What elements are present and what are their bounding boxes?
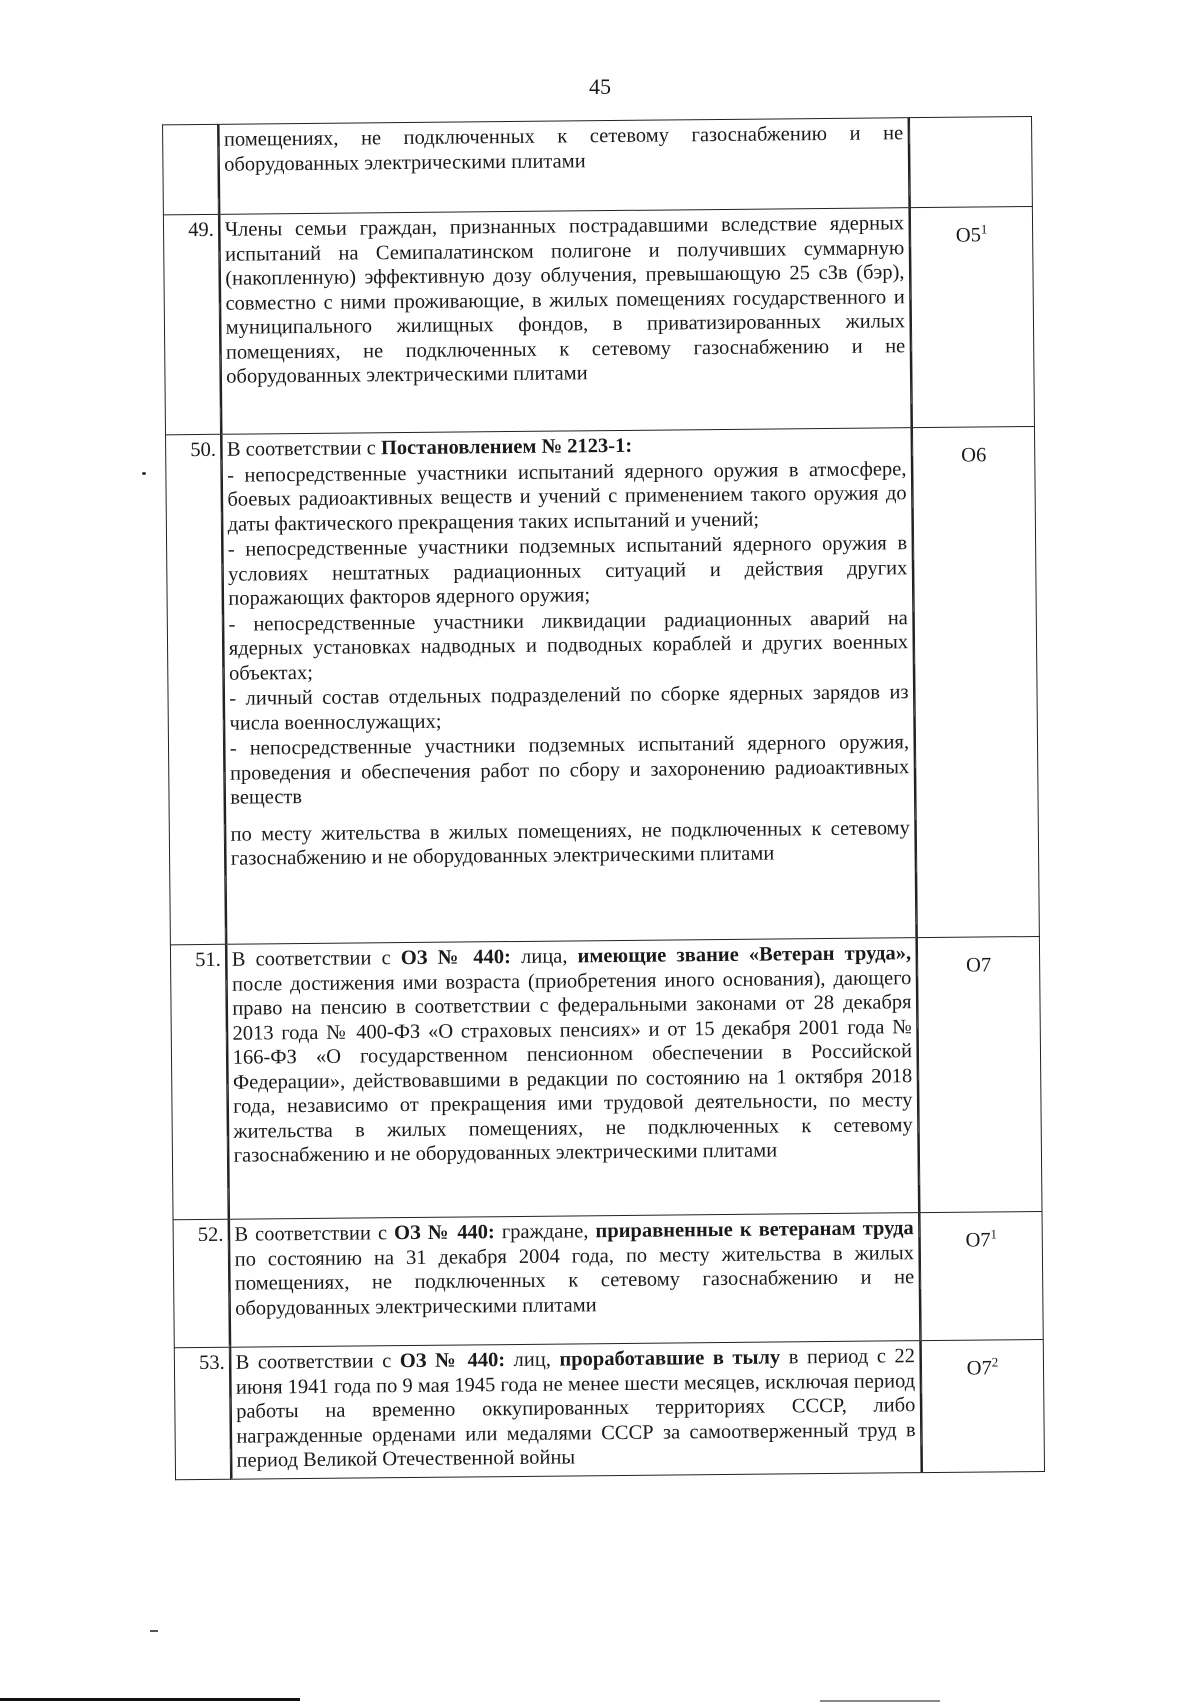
code-superscript: 2 — [991, 1354, 999, 1370]
bold-text: ОЗ № 440: — [400, 946, 512, 970]
text-segment: лиц, — [505, 1348, 560, 1372]
code-text: О7 — [965, 1229, 991, 1252]
text-segment: В соответствии с — [231, 947, 401, 971]
row-description — [217, 117, 910, 214]
list-item — [228, 531, 908, 611]
code-text: О7 — [966, 1357, 992, 1380]
row-number: 52. — [173, 1219, 229, 1348]
row-description — [218, 207, 912, 434]
text-segment: - непосредственные участники подземных испытаний ядерного оружия в условиях нештатных радиационных ситуаций и действия других поражающих факторов ядерного оружия; — [227, 532, 908, 610]
bold-text: имеющие звание «Ветеран труда», — [577, 942, 912, 968]
benefit-code — [920, 1211, 1044, 1340]
paragraph — [236, 1344, 916, 1473]
table-body — [162, 116, 1045, 1480]
text-segment: В соответствии с — [235, 1350, 400, 1374]
paragraph — [225, 211, 906, 389]
row-description — [227, 1212, 920, 1347]
list-item — [228, 606, 908, 686]
row-description — [225, 937, 920, 1219]
text-segment: В соответствии с — [234, 1222, 395, 1246]
text-segment: в период с 22 июня 1941 года по 9 мая 1945 года не менее шести месяцев, исключая период работы на временно оккупированных территориях СССР, либо награжденные орденами или медалями СССР за самоотверженный труд в период Великой Отечественной войны — [235, 1345, 916, 1472]
text-segment: по состоянию на 31 декабря 2004 года, по месту жительства в жилых помещениях, не подключенных к сетевому газоснабжению и не оборудованных электрическими плитами — [234, 1241, 915, 1320]
benefits-table — [162, 116, 1045, 1480]
text-segment: граждане, — [494, 1220, 596, 1244]
benefit-code — [910, 206, 1035, 427]
scan-speck — [150, 1630, 158, 1632]
bold-text: ОЗ № 440: — [393, 1221, 495, 1245]
row-number: 53. — [174, 1347, 230, 1480]
benefit-code — [909, 116, 1033, 207]
benefit-code — [921, 1339, 1045, 1473]
paragraph — [224, 121, 904, 177]
table-row — [173, 1211, 1044, 1347]
bold-text: приравненные к ветеранам труда — [595, 1217, 914, 1243]
text-segment: помещениях, не подключенных к сетевому газоснабжению и не оборудованных электрическими плитами — [223, 122, 904, 176]
text-segment: - непосредственные участники испытаний ядерного оружия в атмосфере, боевых радиоактивных веществ и учений с применением такого оружия до даты фактического прекращения таких испытаний и учений; — [227, 457, 907, 536]
list-item — [229, 680, 909, 736]
code-text: О7 — [966, 954, 992, 977]
bold-text: ОЗ № 440: — [399, 1349, 506, 1373]
text-segment: по месту жительства в жилых помещениях, не подключенных к сетевому газоснабжению и не оборудованных электрическими плитами — [230, 816, 910, 870]
text-segment: после достижения ими возраста (приобретения иного основания), дающего право на пенсию в соответствии с федеральными законами от 28 декабря 2013 года № 400-ФЗ «О страховых пенсиях» и от 15 декабря 2001 года № 166-ФЗ «О государственном пенсионном обеспечении в Российской Федерации», действовавшими в редакции по состоянию на 1 октября 2018 года, независимо от прекращения ими трудовой деятельности, по месту жительства в жилых помещениях, не подключенных к сетевому газоснабжению и не оборудованных электрическими плитами — [231, 966, 913, 1167]
list-item — [227, 457, 907, 537]
list-item — [230, 730, 910, 810]
table-row — [163, 206, 1035, 434]
row-number: 50. — [165, 434, 225, 945]
row-number: 51. — [170, 944, 227, 1220]
row-description — [229, 1340, 923, 1479]
paragraph — [232, 941, 913, 1168]
page-number: 45 — [589, 74, 611, 99]
benefit-code — [912, 426, 1040, 937]
row-number — [162, 124, 218, 215]
row-number: 49. — [163, 214, 220, 435]
bold-text: Постановлением № 2123-1: — [380, 434, 633, 460]
scan-speck — [142, 472, 146, 475]
table-row — [165, 426, 1040, 944]
paragraph — [230, 816, 910, 872]
text-segment: - непосредственные участники ликвидации радиационных аварий на ядерных установках надводных и подводных кораблей и других военных объектах; — [228, 606, 909, 685]
benefit-code — [917, 936, 1043, 1212]
table-row — [170, 936, 1043, 1219]
code-superscript: 1 — [980, 221, 988, 237]
table-row — [162, 116, 1033, 214]
bold-text: проработавшие в тылу — [559, 1346, 781, 1371]
paragraph — [234, 1216, 914, 1321]
text-segment: В соответствии с — [226, 437, 381, 461]
text-segment: лица, — [510, 945, 578, 969]
table-row — [174, 1339, 1045, 1480]
code-text: О6 — [961, 444, 987, 467]
text-segment: - личный состав отдельных подразделений по сборке ядерных зарядов из числа военнослужащих; — [229, 681, 909, 735]
text-segment: - непосредственные участники подземных испытаний ядерного оружия, проведения и обеспечения работ по сбору и захоронению радиоактивных веществ — [229, 731, 910, 809]
code-text: О5 — [955, 224, 982, 247]
bottom-rule — [0, 1698, 300, 1701]
code-superscript: 1 — [990, 1226, 998, 1242]
text-segment: Члены семьи граждан, признанных пострадавшими вследствие ядерных испытаний на Семипалатинском полигоне и получивших суммарную (накопленную) эффективную дозу облучения, превышающую 25 сЗв (бэр), совместно с ними проживающие, в жилых помещениях государственного и муниципального жилищных фондов, в приватизированных жилых помещениях, не подключенных к сетевому газоснабжению и не оборудованных электрическими плитами — [224, 212, 906, 388]
row-description — [220, 427, 917, 944]
